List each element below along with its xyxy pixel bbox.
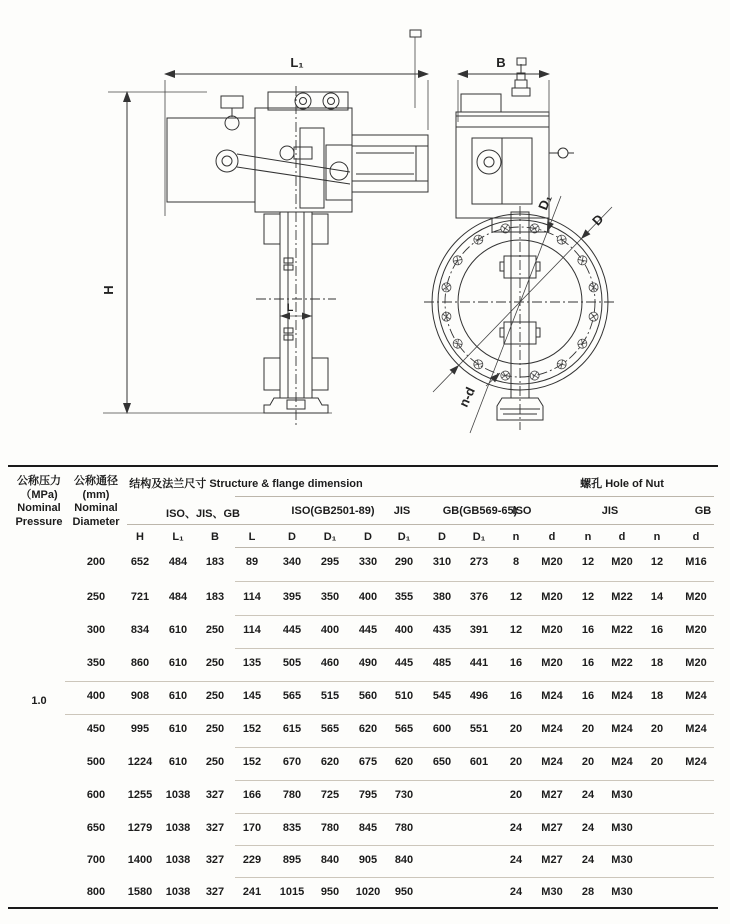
value-cell: 620 <box>320 756 340 768</box>
value-cell: 8 <box>512 556 520 568</box>
value-cell: 1038 <box>165 789 191 801</box>
value-cell: 650 <box>432 756 452 768</box>
value-cell: 565 <box>394 723 414 735</box>
value-cell: 445 <box>282 624 302 636</box>
value-cell: 350 <box>320 591 340 603</box>
value-cell: 670 <box>282 756 302 768</box>
value-cell: 330 <box>358 556 378 568</box>
value-cell: 1038 <box>165 854 191 866</box>
value-cell: M30 <box>611 789 633 801</box>
dim-label-h: H <box>101 285 116 295</box>
row-separator <box>235 581 714 582</box>
value-cell: 615 <box>282 723 302 735</box>
value-cell: M24 <box>685 723 707 735</box>
dn-cell: 400 <box>86 690 106 702</box>
dn-cell: 300 <box>86 624 106 636</box>
value-cell: M27 <box>541 789 563 801</box>
row-separator <box>235 615 714 616</box>
value-cell: 327 <box>205 789 225 801</box>
value-cell: 24 <box>509 854 523 866</box>
value-cell: 600 <box>432 723 452 735</box>
value-cell: 834 <box>130 624 150 636</box>
value-cell: 908 <box>130 690 150 702</box>
value-cell: 950 <box>394 886 414 898</box>
value-cell: 610 <box>168 690 188 702</box>
value-cell: 435 <box>432 624 452 636</box>
value-cell: 340 <box>282 556 302 568</box>
value-cell: 515 <box>320 690 340 702</box>
value-cell: M24 <box>611 756 633 768</box>
dn-cell: 600 <box>86 789 106 801</box>
value-cell: M20 <box>541 657 563 669</box>
bolt-callout <box>456 370 503 409</box>
value-cell: 20 <box>509 789 523 801</box>
value-cell: 20 <box>509 723 523 735</box>
row-separator <box>235 747 714 748</box>
value-cell: M30 <box>611 854 633 866</box>
value-cell: M20 <box>541 556 563 568</box>
dim-label-d1: D₁ <box>535 192 555 212</box>
left-view <box>101 30 428 428</box>
table-top-rule <box>8 465 718 467</box>
subgroup-gb-nut: GB <box>694 505 712 517</box>
value-cell: M20 <box>541 624 563 636</box>
value-cell: 295 <box>320 556 340 568</box>
value-cell: 510 <box>394 690 414 702</box>
value-cell: 20 <box>581 756 595 768</box>
value-cell: 560 <box>358 690 378 702</box>
dn-cell: 250 <box>86 591 106 603</box>
value-cell: 24 <box>581 854 595 866</box>
value-cell: 730 <box>394 789 414 801</box>
value-cell: 241 <box>242 886 262 898</box>
value-cell: 166 <box>242 789 262 801</box>
value-cell: 16 <box>581 624 595 636</box>
value-cell: 721 <box>130 591 150 603</box>
dim-label-d: D <box>589 211 607 229</box>
value-cell: 12 <box>581 591 595 603</box>
subgroup-iso-nut: ISO <box>512 505 532 517</box>
value-cell: 840 <box>394 854 414 866</box>
dim-label-l1: L₁ <box>290 55 304 70</box>
value-cell: 780 <box>282 789 302 801</box>
column-header-3: L <box>248 531 256 543</box>
value-cell: 20 <box>650 756 664 768</box>
subgroup-gb-flange: GB(GB569-65) <box>442 505 518 517</box>
row-separator <box>235 780 714 781</box>
value-cell: M22 <box>611 624 633 636</box>
value-cell: M22 <box>611 657 633 669</box>
value-cell: 496 <box>469 690 489 702</box>
value-cell: 376 <box>469 591 489 603</box>
value-cell: M24 <box>685 756 707 768</box>
value-cell: 840 <box>320 854 340 866</box>
value-cell: 229 <box>242 854 262 866</box>
value-cell: 145 <box>242 690 262 702</box>
value-cell: M27 <box>541 822 563 834</box>
value-cell: 620 <box>358 723 378 735</box>
value-cell: 12 <box>509 624 523 636</box>
subgroup-underline <box>127 524 714 525</box>
column-header-9: D₁ <box>472 531 486 543</box>
value-cell: 1224 <box>127 756 153 768</box>
column-header-11: d <box>548 531 556 543</box>
row-separator <box>235 813 714 814</box>
value-cell: 250 <box>205 756 225 768</box>
dim-label-b: B <box>496 55 506 70</box>
value-cell: 273 <box>469 556 489 568</box>
value-cell: 1580 <box>127 886 153 898</box>
column-header-13: d <box>618 531 626 543</box>
value-cell: 395 <box>282 591 302 603</box>
value-cell: 1020 <box>355 886 381 898</box>
value-cell: 14 <box>650 591 664 603</box>
value-cell: 114 <box>243 624 261 636</box>
value-cell: 652 <box>130 556 150 568</box>
value-cell: 12 <box>650 556 664 568</box>
value-cell: 780 <box>320 822 340 834</box>
value-cell: 327 <box>205 886 225 898</box>
value-cell: 1015 <box>279 886 305 898</box>
value-cell: 89 <box>245 556 259 568</box>
value-cell: 24 <box>581 822 595 834</box>
value-cell: 860 <box>130 657 150 669</box>
dn-cell: 350 <box>86 657 106 669</box>
value-cell: 114 <box>243 591 261 603</box>
value-cell: 995 <box>130 723 150 735</box>
letters-underline <box>235 547 714 548</box>
value-cell: 327 <box>205 854 225 866</box>
value-cell: M20 <box>685 657 707 669</box>
column-header-2: B <box>211 531 219 543</box>
value-cell: 355 <box>394 591 414 603</box>
value-cell: M20 <box>541 591 563 603</box>
value-cell: 400 <box>320 624 340 636</box>
pressure-column-header: 公称压力 （MPa) Nominal Pressure <box>15 475 63 528</box>
gearbox-side <box>456 58 574 232</box>
value-cell: 950 <box>320 886 340 898</box>
value-cell: 551 <box>469 723 489 735</box>
row-separator <box>235 648 714 649</box>
value-cell: 16 <box>581 657 595 669</box>
value-cell: 1255 <box>127 789 153 801</box>
dim-label-l: L <box>286 302 294 314</box>
value-cell: M24 <box>541 756 563 768</box>
value-cell: 250 <box>205 723 225 735</box>
row-separator <box>235 877 714 878</box>
value-cell: 18 <box>650 657 664 669</box>
value-cell: 490 <box>358 657 378 669</box>
value-cell: 905 <box>358 854 378 866</box>
dn-cell: 800 <box>86 886 106 898</box>
subgroup-jis-nut: JIS <box>601 505 619 517</box>
subgroup-iso-flange: ISO(GB2501-89) <box>291 505 375 517</box>
value-cell: 310 <box>432 556 452 568</box>
value-cell: 835 <box>282 822 302 834</box>
value-cell: 505 <box>282 657 302 669</box>
nut-group-header: 螺孔 Hole of Nut <box>580 478 664 490</box>
value-cell: M24 <box>685 690 707 702</box>
column-header-12: n <box>584 531 592 543</box>
value-cell: 484 <box>168 591 188 603</box>
dn-cell: 200 <box>86 556 106 568</box>
column-header-10: n <box>512 531 520 543</box>
value-cell: 183 <box>205 591 225 603</box>
value-cell: 845 <box>358 822 378 834</box>
value-cell: 565 <box>282 690 302 702</box>
value-cell: 601 <box>469 756 489 768</box>
value-cell: 16 <box>650 624 664 636</box>
value-cell: 170 <box>242 822 262 834</box>
column-header-4: D <box>288 531 296 543</box>
value-cell: 250 <box>205 624 225 636</box>
column-header-7: D₁ <box>397 531 411 543</box>
value-cell: 725 <box>320 789 340 801</box>
value-cell: 18 <box>650 690 664 702</box>
value-cell: 545 <box>432 690 452 702</box>
value-cell: 152 <box>242 723 262 735</box>
value-cell: M30 <box>541 886 563 898</box>
value-cell: 28 <box>581 886 595 898</box>
column-header-8: D <box>438 531 446 543</box>
pressure-value: 1.0 <box>31 695 47 707</box>
row-separator <box>235 845 714 846</box>
value-cell: 485 <box>432 657 452 669</box>
value-cell: 290 <box>394 556 414 568</box>
value-cell: M24 <box>541 723 563 735</box>
diameter-column-header: 公称通径 (mm) Nominal Diameter <box>72 475 120 528</box>
value-cell: 1038 <box>165 886 191 898</box>
structure-group-header: 结构及法兰尺寸 Structure & flange dimension <box>129 478 363 490</box>
group-underline <box>235 496 714 497</box>
value-cell: 20 <box>650 723 664 735</box>
value-cell: M20 <box>611 556 633 568</box>
value-cell: M24 <box>611 723 633 735</box>
value-cell: 1038 <box>165 822 191 834</box>
value-cell: 610 <box>168 756 188 768</box>
column-header-5: D₁ <box>323 531 337 543</box>
column-header-15: d <box>692 531 700 543</box>
value-cell: 460 <box>320 657 340 669</box>
value-cell: 12 <box>509 591 523 603</box>
column-header-6: D <box>364 531 372 543</box>
value-cell: M20 <box>685 624 707 636</box>
dim-label-nd: n-d <box>455 384 478 410</box>
value-cell: 183 <box>205 556 225 568</box>
column-header-0: H <box>136 531 144 543</box>
row-separator <box>65 714 714 715</box>
right-view <box>424 55 616 433</box>
value-cell: 12 <box>581 556 595 568</box>
value-cell: 250 <box>205 690 225 702</box>
value-cell: 610 <box>168 624 188 636</box>
value-cell: 795 <box>358 789 378 801</box>
value-cell: 780 <box>394 822 414 834</box>
subgroup-iso-jis-gb: ISO、JIS、GB <box>166 508 240 520</box>
dn-cell: 650 <box>86 822 106 834</box>
value-cell: 441 <box>469 657 489 669</box>
value-cell: M27 <box>541 854 563 866</box>
value-cell: 1400 <box>127 854 153 866</box>
value-cell: 152 <box>242 756 262 768</box>
value-cell: M22 <box>611 591 633 603</box>
value-cell: 16 <box>581 690 595 702</box>
value-cell: 135 <box>242 657 262 669</box>
value-cell: 380 <box>432 591 452 603</box>
value-cell: 565 <box>320 723 340 735</box>
value-cell: 327 <box>205 822 225 834</box>
value-cell: 391 <box>469 624 489 636</box>
value-cell: M24 <box>611 690 633 702</box>
row-separator <box>65 681 714 682</box>
value-cell: 250 <box>205 657 225 669</box>
value-cell: 24 <box>509 822 523 834</box>
value-cell: 620 <box>394 756 414 768</box>
value-cell: M24 <box>541 690 563 702</box>
value-cell: 16 <box>509 690 523 702</box>
value-cell: 400 <box>358 591 378 603</box>
value-cell: 610 <box>168 723 188 735</box>
value-cell: 1279 <box>127 822 153 834</box>
dn-cell: 700 <box>86 854 106 866</box>
dn-cell: 500 <box>86 756 106 768</box>
value-cell: 24 <box>509 886 523 898</box>
value-cell: M16 <box>685 556 707 568</box>
value-cell: M30 <box>611 886 633 898</box>
value-cell: M30 <box>611 822 633 834</box>
column-header-1: L₁ <box>172 531 184 543</box>
value-cell: 610 <box>168 657 188 669</box>
value-cell: 24 <box>581 789 595 801</box>
value-cell: 895 <box>282 854 302 866</box>
value-cell: 400 <box>394 624 414 636</box>
value-cell: 16 <box>509 657 523 669</box>
value-cell: M20 <box>685 591 707 603</box>
dn-cell: 450 <box>86 723 106 735</box>
table-bottom-rule <box>8 907 718 909</box>
dimension-table <box>8 465 718 917</box>
subgroup-jis-flange: JIS <box>393 505 411 517</box>
column-header-14: n <box>653 531 661 543</box>
value-cell: 445 <box>358 624 378 636</box>
value-cell: 445 <box>394 657 414 669</box>
value-cell: 675 <box>358 756 378 768</box>
value-cell: 20 <box>581 723 595 735</box>
value-cell: 484 <box>168 556 188 568</box>
dimension-h <box>101 92 332 413</box>
value-cell: 20 <box>509 756 523 768</box>
